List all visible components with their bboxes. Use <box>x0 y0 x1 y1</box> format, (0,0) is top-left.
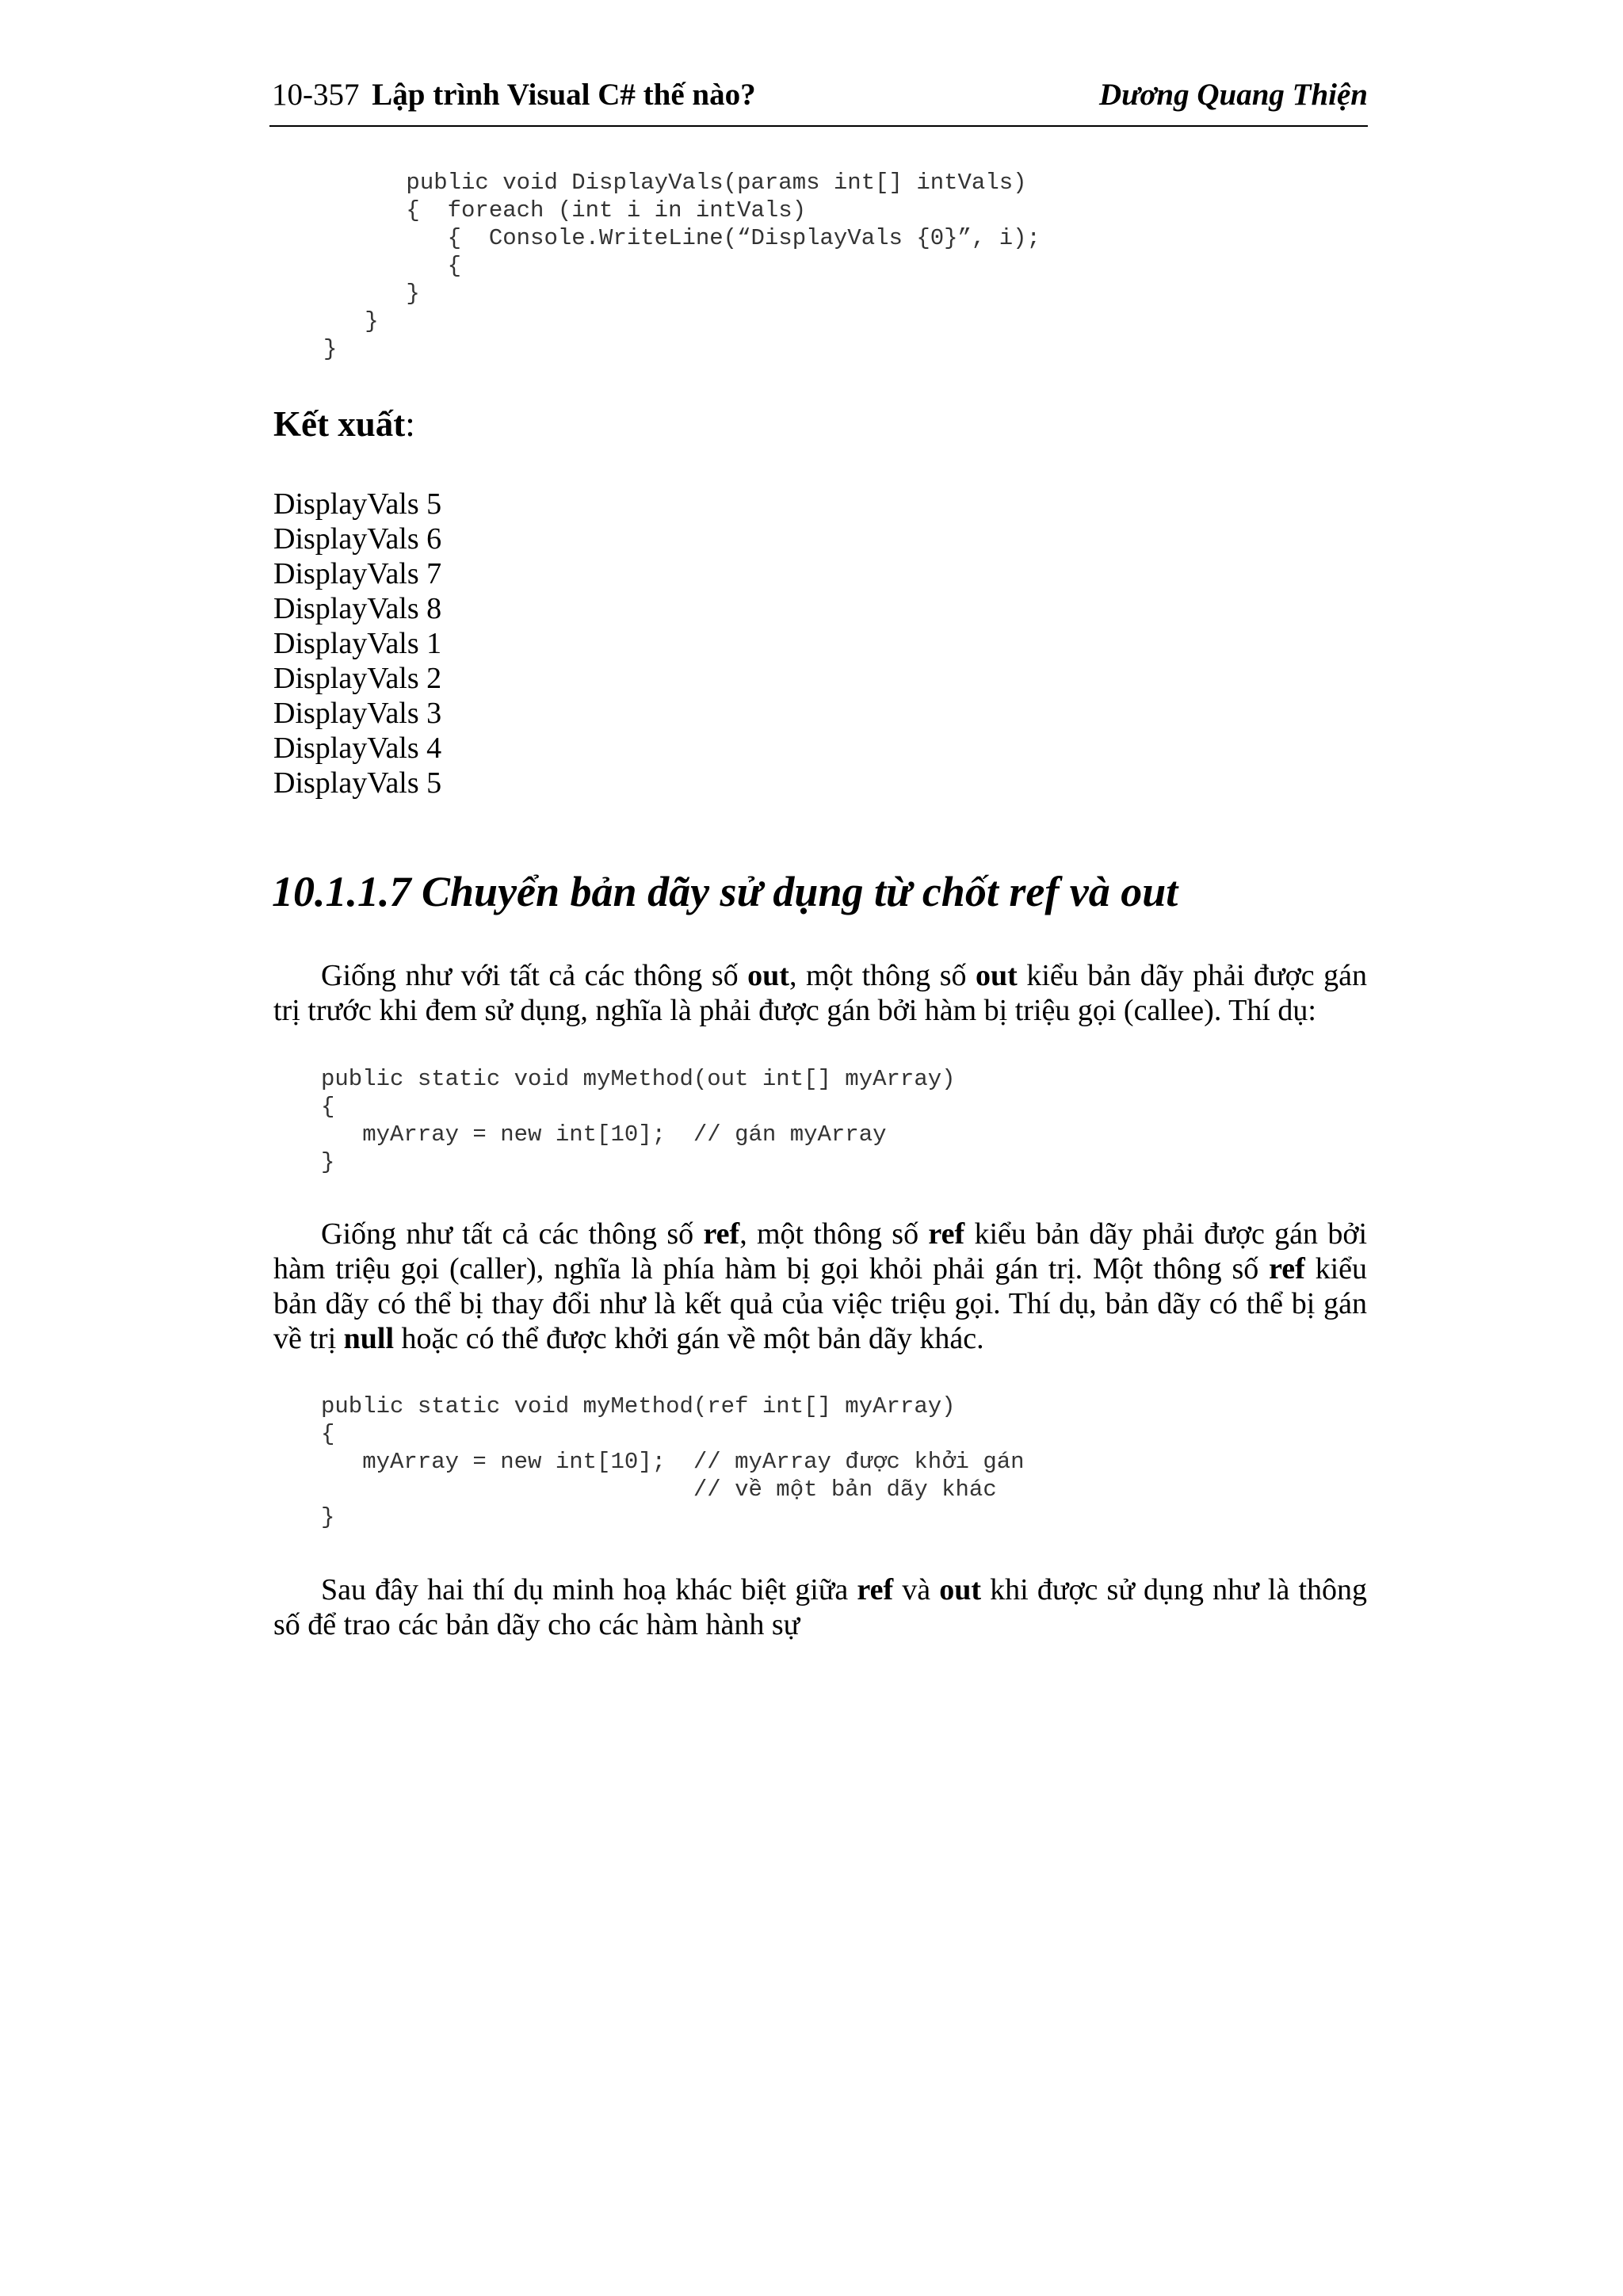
code-block-out-method: public static void myMethod(out int[] myArray) { myArray = new int[10]; // gán myArray } <box>321 1066 956 1175</box>
output-line: DisplayVals 1 <box>273 627 442 660</box>
page-number: 10-357 <box>272 78 360 112</box>
keyword-ref: ref <box>857 1573 894 1606</box>
output-line: DisplayVals 6 <box>273 522 442 556</box>
section-heading: 10.1.1.7 Chuyển bản dãy sử dụng từ chốt ref và out <box>272 868 1178 915</box>
output-lines <box>273 487 441 800</box>
output-line: DisplayVals 8 <box>273 592 442 625</box>
paragraph-text: kiểu bản dãy phải được gán trị trước khi đem sử dụng, nghĩa là phải được gán bởi hàm bị triệu gọi (callee). Thí dụ: <box>273 959 1367 1027</box>
code-block-display-vals: public void DisplayVals(params int[] intVals) { foreach (int i in intVals) { Console.WriteLine(“DisplayVals {0}”, i); { } } } <box>323 170 1041 362</box>
output-line: DisplayVals 2 <box>273 662 442 695</box>
output-line: DisplayVals 7 <box>273 557 442 590</box>
keyword-out: out <box>747 959 789 992</box>
paragraph-ref-params <box>273 1217 1367 1356</box>
output-line: DisplayVals 3 <box>273 697 442 730</box>
paragraph-text: và <box>893 1573 940 1606</box>
paragraph-text: kiểu bản dãy phải được gán bởi hàm triệu gọi (caller), nghĩa là phía hàm bị gọi khỏi phải gán trị. Một thông số <box>273 1217 1367 1286</box>
output-line: DisplayVals 4 <box>273 732 442 765</box>
running-header-left <box>272 77 756 114</box>
paragraph-text: Giống như với tất cả các thông số <box>321 959 748 992</box>
keyword-out: out <box>976 959 1018 992</box>
paragraph-text: hoặc có thể được khởi gán về một bản dãy khác. <box>394 1322 984 1355</box>
book-title: Lập trình Visual C# thế nào? <box>372 78 756 112</box>
keyword-ref: ref <box>928 1217 965 1251</box>
keyword-ref: ref <box>703 1217 740 1251</box>
output-line: DisplayVals 5 <box>273 487 442 521</box>
author-name: Dương Quang Thiện <box>1098 78 1368 112</box>
header-divider <box>269 125 1368 127</box>
output-heading-colon: : <box>405 404 415 444</box>
paragraph-text: kiểu bản dãy có thể bị thay đổi như là kết quả của việc triệu gọi. Thí dụ, bản dãy có thể bị gán về trị <box>273 1252 1367 1355</box>
paragraph-ref-vs-out <box>273 1572 1367 1642</box>
keyword-ref: ref <box>1269 1252 1305 1286</box>
output-line: DisplayVals 5 <box>273 766 442 800</box>
paragraph-text: , một thông số <box>789 959 976 992</box>
paragraph-text: Sau đây hai thí dụ minh hoạ khác biệt giữa <box>321 1573 857 1606</box>
paragraph-out-params <box>273 958 1367 1028</box>
output-heading <box>273 403 415 445</box>
paragraph-text: Giống như tất cả các thông số <box>321 1217 704 1251</box>
code-block-ref-method: public static void myMethod(ref int[] myArray) { myArray = new int[10]; // myArray được khởi gán // về một bản dãy khác } <box>321 1393 1025 1530</box>
keyword-out: out <box>939 1573 982 1606</box>
output-heading-text: Kết xuất <box>273 404 406 444</box>
keyword-null: null <box>343 1322 395 1355</box>
paragraph-text: , một thông số <box>739 1217 929 1251</box>
paragraph-text: khi được sử dụng như là thông số để trao các bản dãy cho các hàm hành sự <box>273 1573 1367 1641</box>
